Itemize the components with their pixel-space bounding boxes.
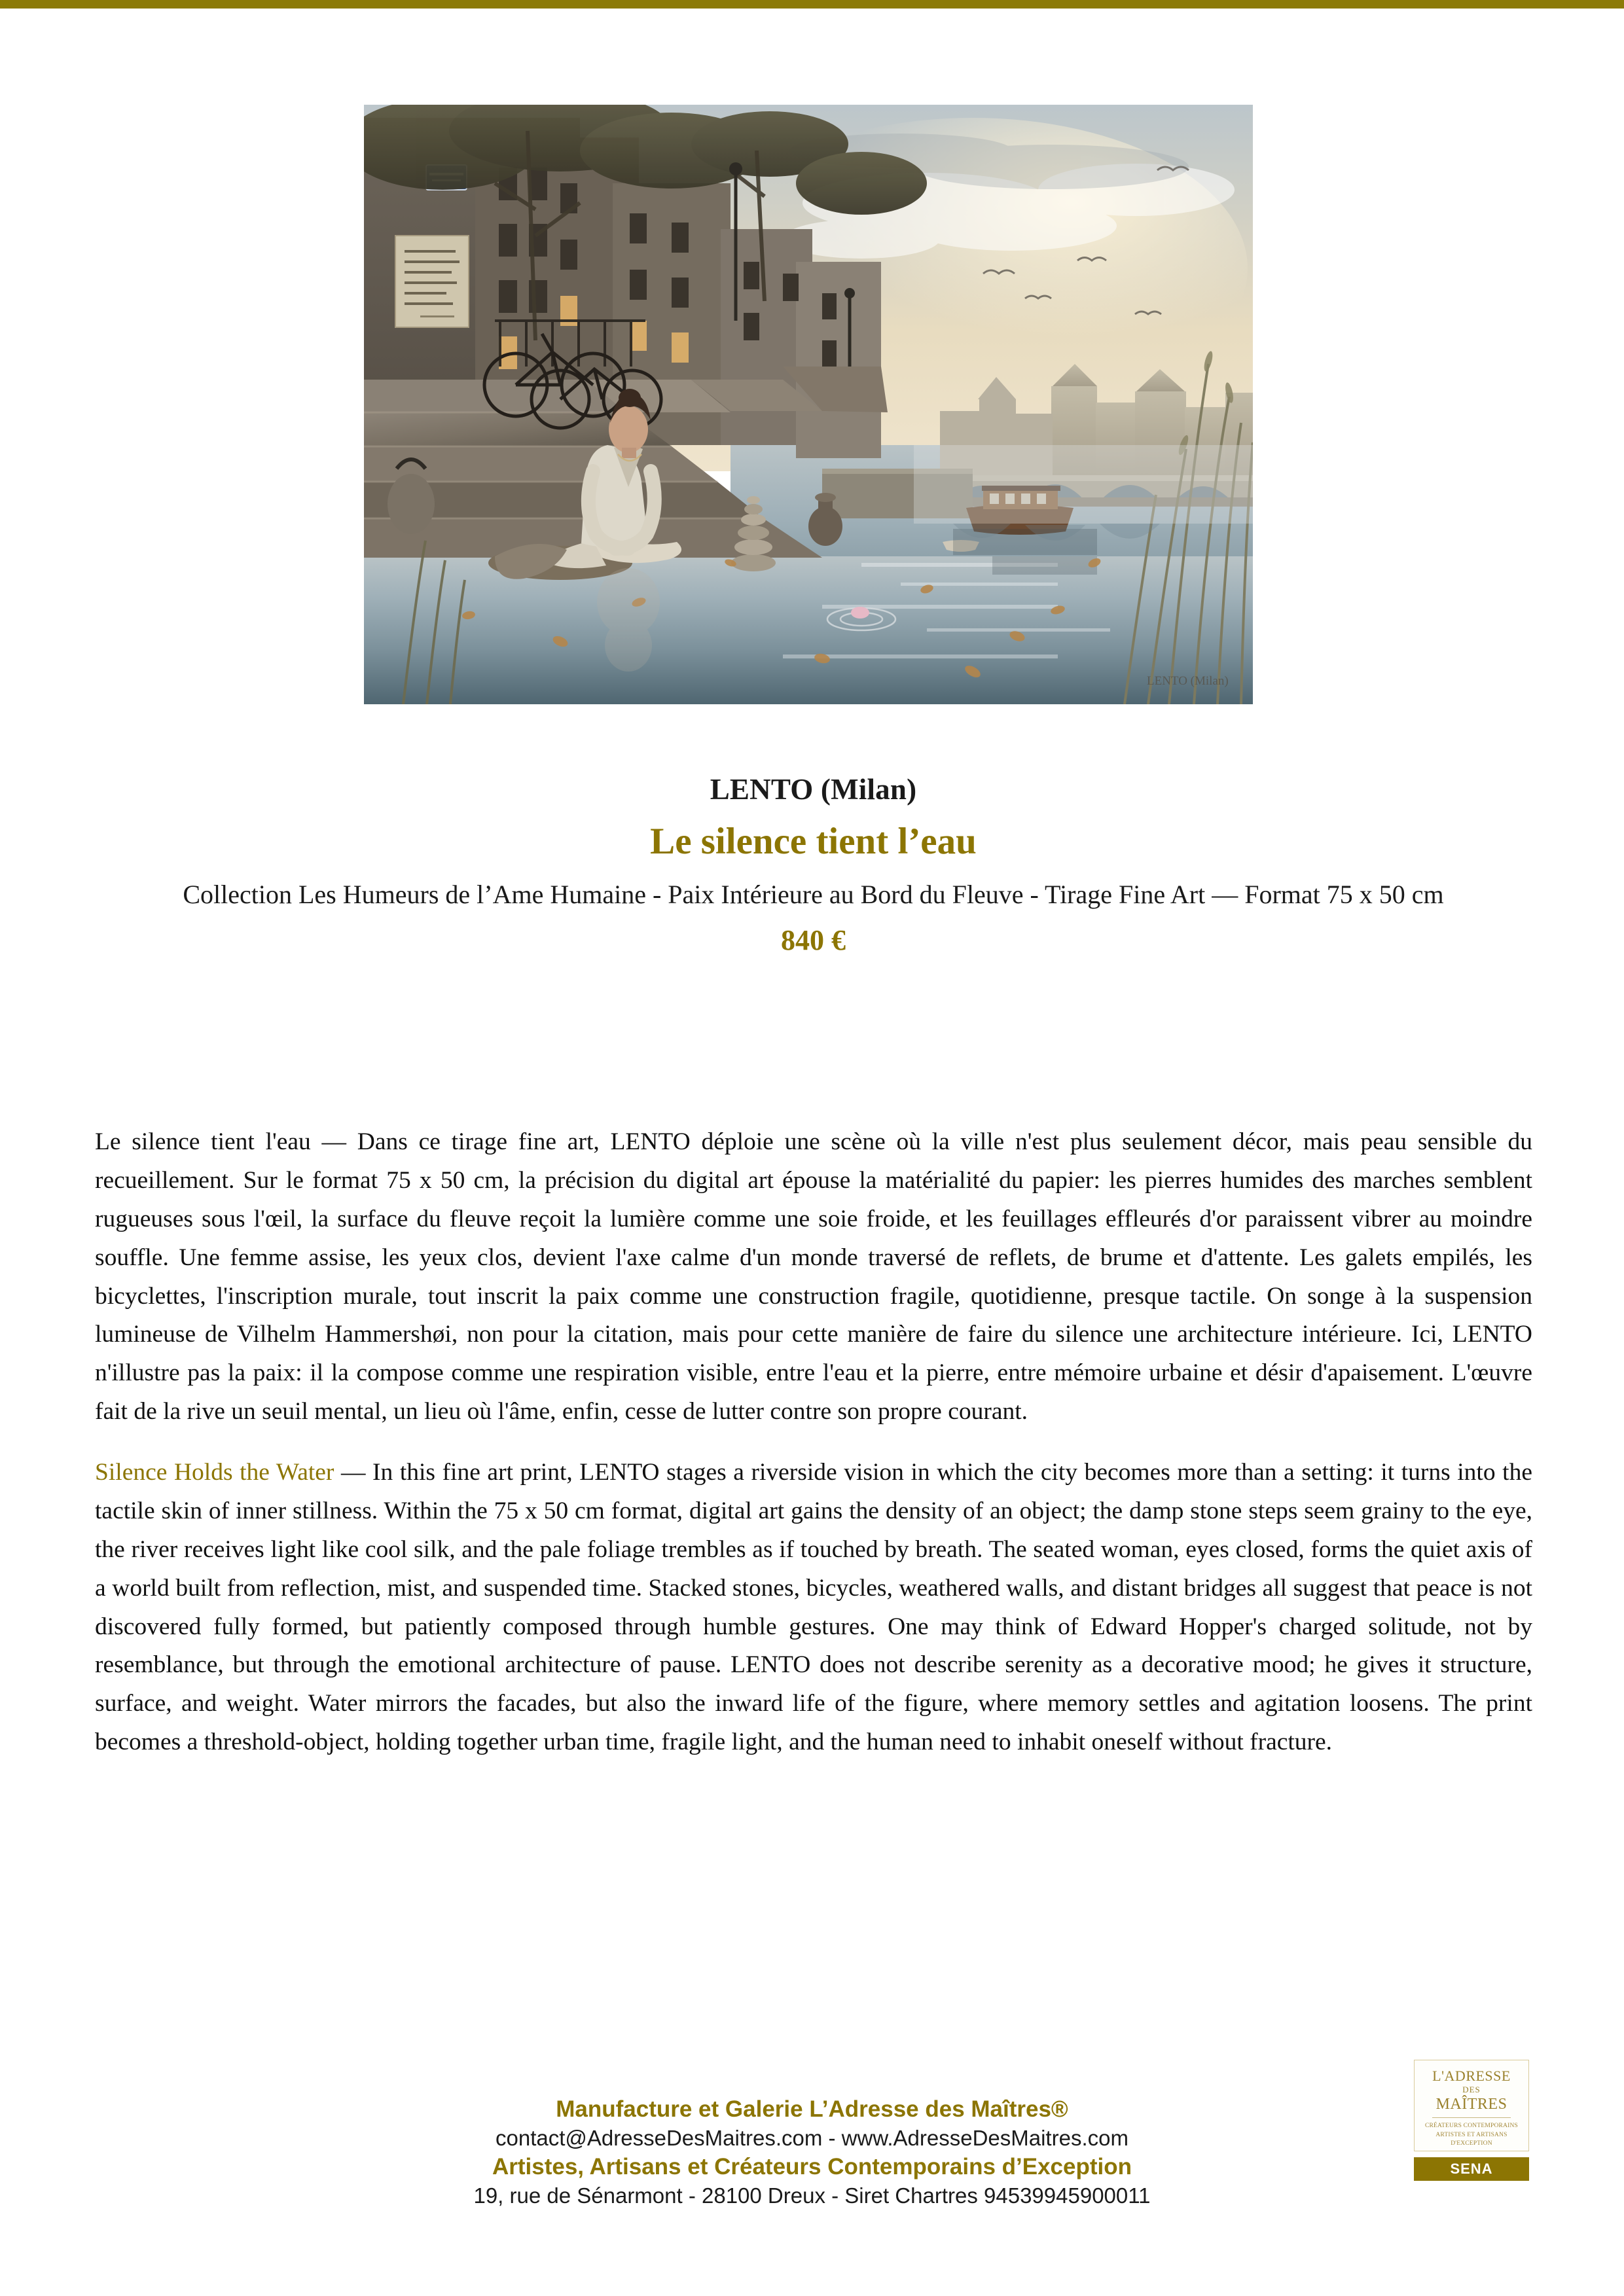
wall-plaque <box>395 236 469 327</box>
footer-contact[interactable]: contact@AdresseDesMaitres.com - www.AdresseDesMaitres.com <box>496 2125 1128 2150</box>
artist-name: LENTO (Milan) <box>710 773 917 806</box>
work-price: 840 € <box>781 924 846 957</box>
sena-badge: SENA <box>1414 2157 1529 2181</box>
paragraph-english <box>95 1454 1532 1762</box>
logo-divider <box>1432 2117 1511 2118</box>
logo-tagline-1: CRÉATEURS CONTEMPORAINS <box>1424 2122 1519 2129</box>
footer-address: 19, rue de Sénarmont - 28100 Dreux - Siret Chartres 94539945900011 <box>473 2183 1151 2208</box>
footer-tagline: Artistes, Artisans et Créateurs Contemporains d’Exception <box>492 2154 1132 2180</box>
brand-logo-block <box>1414 2060 1530 2181</box>
work-subtitle: Collection Les Humeurs de l’Ame Humaine - Paix Intérieure au Bord du Fleuve - Tirage Fine Art — Format 75 x 50 cm <box>183 879 1444 909</box>
work-title: Le silence tient l’eau <box>650 821 977 863</box>
top-gold-rule <box>0 0 1624 9</box>
artwork-image <box>364 105 1253 704</box>
english-text: — In this fine art print, LENTO stages a riverside vision in which the city becomes more than a setting: it turns into the tactile skin of inner stillness. Within the 75 x 50 cm format, digital art gains the density of an object; the damp stone steps seem grainy to the eye, the river receives light like cool silk, and the pale foliage trembles as if touched by breath. The seated woman, eyes closed, forms the quiet axis of a world built from reflection, mist, and suspended time. Stacked stones, bicycles, weathered walls, and distant bridges all suggest that peace is not discovered fully formed, but patiently composed through humble gestures. One may think of Edward Hopper's charged solitude, not by resemblance, but through the emotional architecture of pause. LENTO does not describe serenity as a decorative mood; he gives it structure, surface, and weight. Water mirrors the facades, but also the inward life of the figure, where memory settles and agitation loosens. The print becomes a threshold-object, holding together urban time, fragile light, and the human need to inhabit oneself without fracture. <box>95 1459 1532 1756</box>
logo-tagline-2: ARTISTES ET ARTISANS <box>1435 2131 1507 2138</box>
description-body <box>95 1123 1532 1762</box>
logo-line-adresse: L'ADRESSE <box>1432 2068 1511 2084</box>
logo-tagline-3: D'EXCEPTION <box>1451 2140 1492 2147</box>
title-block <box>95 772 1532 958</box>
artwork-signature: LENTO (Milan) <box>1147 674 1229 688</box>
artwork-illustration <box>364 105 1253 704</box>
logo-line-des: DES <box>1462 2085 1481 2095</box>
logo-card <box>1414 2060 1529 2151</box>
page-footer <box>0 2094 1624 2210</box>
logo-line-maitres: MAÎTRES <box>1435 2095 1507 2113</box>
english-lede: Silence Holds the Water <box>95 1459 334 1486</box>
paragraph-french: Le silence tient l'eau — Dans ce tirage fine art, LENTO déploie une scène où la ville n'est plus seulement décor, mais peau sensible du recueillement. Sur le format 75 x 50 cm, la précision du digital art épouse la matérialité du papier: les pierres humides des marches semblent rugueuses sous l'œil, la surface du fleuve reçoit la lumière comme une soie froide, et les feuillages effleurés d'or paraissent vibrer au moindre souffle. Une femme assise, les yeux clos, devient l'axe calme d'un monde traversé de reflets, de brume et d'attente. Les galets empilés, les bicyclettes, l'inscription murale, tout inscrit la paix comme une construction fragile, quotidienne, presque tactile. On songe à la suspension lumineuse de Vilhelm Hammershøi, non pour la citation, mais pour cette manière de faire du silence une architecture intérieure. Ici, LENTO n'illustre pas la paix: il la compose comme une respiration visible, entre l'eau et la pierre, entre mémoire urbaine et désir d'apaisement. L'œuvre fait de la rive un seuil mental, un lieu où l'âme, enfin, cesse de lutter contre son propre courant. <box>95 1128 1532 1426</box>
footer-company-name: Manufacture et Galerie L’Adresse des Maîtres® <box>556 2096 1068 2122</box>
